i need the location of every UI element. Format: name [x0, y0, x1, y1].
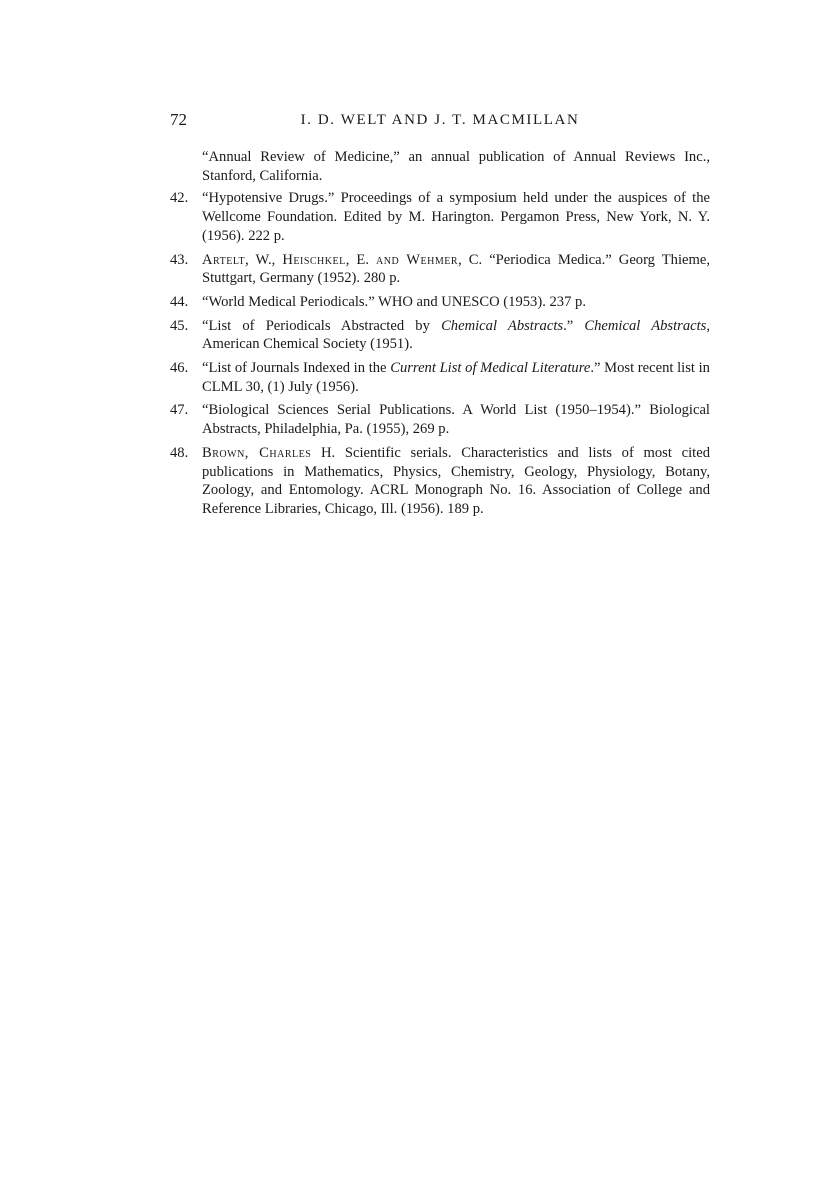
reference-text: , C. “Periodica Medica.” Georg Thieme, Stuttgart, Germany (1952). 280 p.: [202, 251, 710, 287]
reference-list: [172, 148, 710, 524]
reference-item: [172, 189, 710, 245]
author-name: Wehmer: [406, 251, 459, 268]
reference-number: 48.: [170, 444, 189, 461]
reference-text: “World Medical Periodicals.” WHO and UNESCO (1953). 237 p.: [202, 293, 586, 310]
reference-item: [172, 148, 710, 185]
reference-number: 43.: [170, 251, 189, 268]
author-name: Artelt: [202, 251, 246, 268]
reference-item: [172, 293, 710, 312]
reference-number: 46.: [170, 360, 189, 377]
reference-text: H. Scientific serials. Characteristics and lists of most cited publications in Mathematics, Physics, Chemistry, Geology, Physiology, Botany, Zoology, and Entomology. ACRL Monograph No. 16. Association of College and Reference Libraries, Chicago, Ill. (1956). 189 p.: [202, 444, 710, 517]
running-title: I. D. WELT AND J. T. MACMILLAN: [300, 112, 580, 128]
journal-title: Chemical Abstracts: [441, 317, 564, 334]
reference-text: .” Most recent list in CLML 30, (1) July (1956).: [202, 360, 710, 395]
conjunction: and: [376, 251, 400, 268]
reference-text: “List of Periodicals Abstracted by: [202, 317, 442, 334]
reference-text: , American Chemical Society (1951).: [202, 317, 711, 353]
reference-text: “List of Journals Indexed in the: [202, 360, 391, 377]
reference-text: .”: [563, 317, 585, 334]
reference-number: 44.: [170, 293, 189, 310]
reference-item: [172, 444, 710, 519]
reference-text: , W.,: [245, 251, 283, 268]
reference-text: “Hypotensive Drugs.” Proceedings of a symposium held under the auspices of the Wellcome Foundation. Edited by M. Harington. Pergamon Press, New York, N. Y. (1956). 222 p.: [202, 190, 710, 244]
author-name: Heischkel: [282, 251, 346, 268]
reference-number: 42.: [170, 190, 189, 207]
reference-item: [172, 359, 710, 396]
reference-item: [172, 401, 710, 438]
reference-item: [172, 251, 710, 288]
reference-text: “Annual Review of Medicine,” an annual publication of Annual Reviews Inc., Stanford, California.: [202, 149, 710, 184]
journal-title: Chemical Abstracts: [584, 317, 707, 334]
reference-text: , E.: [345, 251, 377, 268]
reference-number: 47.: [170, 402, 189, 419]
reference-text: “Biological Sciences Serial Publications. A World List (1950–1954).” Biological Abstracts, Philadelphia, Pa. (1955), 269 p.: [202, 402, 710, 438]
reference-number: 45.: [170, 317, 189, 334]
page-number: 72: [170, 110, 187, 129]
journal-title: Current List of Medical Literature: [390, 360, 591, 377]
author-name: Brown, Charles: [202, 444, 312, 461]
reference-item: [172, 317, 710, 354]
